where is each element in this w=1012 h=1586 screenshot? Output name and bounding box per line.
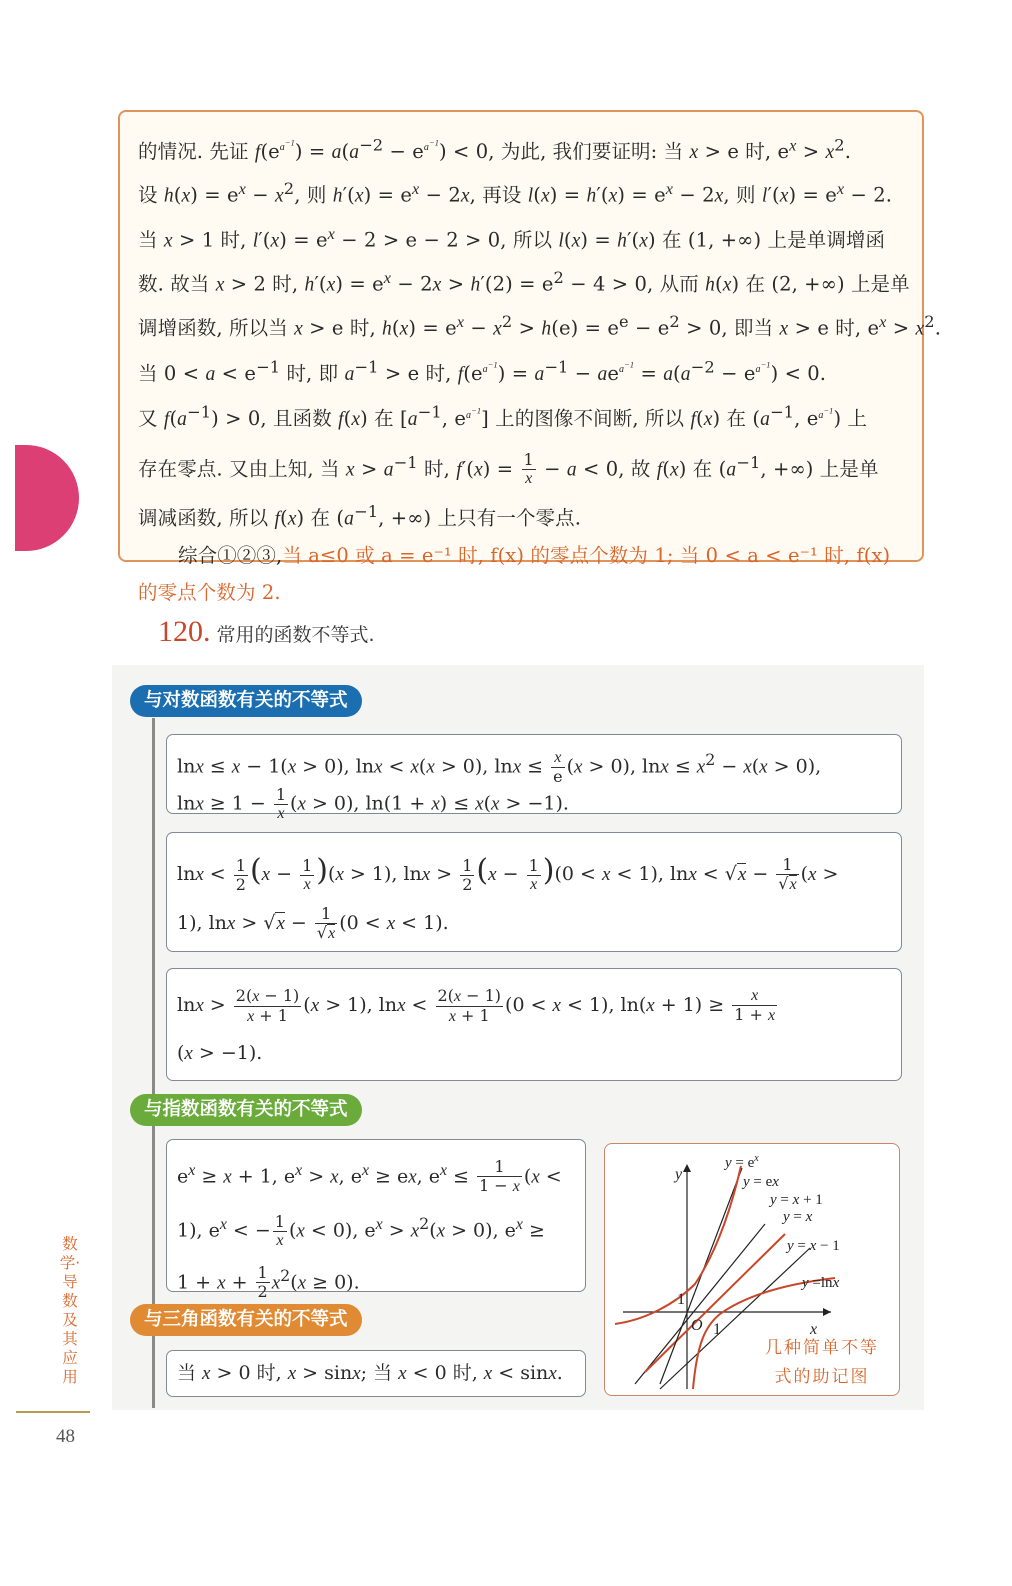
svg-text:O: O (691, 1317, 703, 1334)
graph-caption (752, 1334, 892, 1392)
side-rule (16, 1411, 90, 1413)
answer-line-9: 调减函数, 所以 f(x) 在 ($a^{-1}$, +∞) 上只有一个零点. (138, 502, 582, 530)
formula-line: lnx > $\frac{2(x - 1)}{x + 1}$ (x > 1), lnx < $\frac{2(x - 1)}{x + 1}$ (0 < x < 1), ln(x + 1) ≥ $\frac{x}{1 + x}$ (177, 985, 776, 1025)
formula-line: 1), $e^x$ < − $\frac{1}{x}$ (x < 0), $e^x > x^2(x > 0)$, $e^x$ ≥ (177, 1212, 545, 1250)
label-trig-inequalities: 与三角函数有关的不等式 (130, 1304, 362, 1336)
svg-text:y = ex: y = ex (743, 1174, 779, 1190)
log-box-2 (166, 832, 902, 952)
svg-text:y = ex: $y = e^x$ (725, 1153, 759, 1171)
svg-text:1: 1 (677, 1291, 685, 1308)
formula-line: lnx < $\frac{1}{2}$ (x − $\frac{1}{x}$ )(x > 1), lnx > $\frac{1}{2}$ (x − $\frac{1}{x}$ )(0 < x < 1), lnx < √x − $\frac{1}{√x}$ (x > (177, 853, 839, 894)
svg-text:y = x − 1: y = x − 1 (787, 1238, 840, 1254)
svg-text:y = x + 1: y = x + 1 (770, 1192, 823, 1208)
formula-line: 当 x > 0 时, x > sinx; 当 x < 0 时, x < sinx. (177, 1362, 563, 1384)
log-box-3 (166, 968, 902, 1081)
log-box-1 (166, 734, 902, 823)
caption-line-1: 几种简单不等 (765, 1338, 879, 1358)
label-exp-inequalities: 与指数函数有关的不等式 (130, 1094, 362, 1126)
y-axis-label: y (675, 1166, 683, 1183)
answer-line-8: 存在零点. 又由上知, 当 $x > a^{-1}$ 时, f′(x) = $\frac{1}{x}$ − a < 0, 故 f(x) 在 ($a^{-1}$, +∞) 上是单 (138, 450, 879, 488)
formula-line: lnx ≤ x − 1(x > 0), lnx < x(x > 0), lnx ≤ $\frac{x}{e}$ (x > 0), $\ln x \le x^2 - x(x > 0)$, (177, 748, 822, 786)
summary-highlight: 当 a≤0 或 a = e⁻¹ 时, f(x) 的零点个数为 1; 当 0 < a < e⁻¹ 时, f(x) (282, 544, 891, 568)
formula-line: 1 + x + $\frac{1}{2}$ $x^2(x \ge 0)$. (177, 1263, 360, 1302)
formula-line: 1), lnx > √x − $\frac{1}{√x}$ (0 < x < 1). (177, 904, 449, 942)
answer-line-1: 的情况. 先证 $f(e^{a^{-1}}) = a(a^{-2} - e^{a^{-1}}) < 0$, 为此, 我们要证明: 当 x > e 时, $e^x > x^2$. (138, 135, 852, 163)
answer-line-6: 当 $0 < a < e^{-1}$ 时, 即 $a^{-1} > e$ 时, $f(e^{a^{-1}}) = a^{-1} - ae^{a^{-1}} = a(a^{-2} - e^{a^{-1}}) < 0$. (138, 357, 827, 385)
answer-line-3: 当 x > 1 时, $l'(x) = e^x - 2 > e - 2 > 0$, 所以 l(x) = h′(x) 在 (1, +∞) 上是单调增函 (138, 224, 886, 252)
section-title-text: 常用的函数不等式. (216, 624, 375, 646)
answer-summary: 综合①②③,当 a≤0 或 a = e⁻¹ 时, f(x) 的零点个数为 1; 当 0 < a < e⁻¹ 时, f(x) (178, 544, 891, 568)
svg-text:y = x: y = x (783, 1209, 813, 1225)
trig-box (166, 1350, 586, 1397)
label-log-inequalities: 与对数函数有关的不等式 (130, 685, 362, 717)
formula-line: lnx ≥ 1 − $\frac{1}{x}$ (x > 0), ln(1 + x) ≤ x(x > −1). (177, 785, 569, 823)
bookmark-tab (15, 445, 79, 551)
exp-box (166, 1139, 586, 1302)
answer-box (118, 110, 941, 604)
section-heading (158, 615, 375, 649)
x-axis-label: x (810, 1321, 818, 1338)
answer-line-7: 又 $f(a^{-1}) > 0$, 且函数 f(x) 在 [$a^{-1}$, $e^{a^{-1}}$] 上的图像不间断, 所以 f(x) 在 ($a^{-1}$, $e^{a^{-1}}$) 上 (138, 402, 868, 431)
page-number: 48 (56, 1426, 75, 1447)
answer-line-2: 设 $h(x) = e^x - x^2$, 则 $h'(x) = e^x - 2x$, 再设 $l(x) = h'(x) = e^x - 2x$, 则 $l'(x) = e^x - 2$. (138, 179, 893, 207)
chapter-side-label: 数学·导数及其应用 (59, 1235, 81, 1386)
svg-text:y =lnx: y =lnx (802, 1275, 840, 1291)
caption-line-2: 式的助记图 (774, 1367, 870, 1387)
answer-line-4: 数. 故当 x > 2 时, $h'(x) = e^x - 2x > h'(2) = e^2 - 4 > 0$, 从而 h(x) 在 (2, +∞) 上是单 (138, 267, 910, 296)
answer-line-5: 调增函数, 所以当 x > e 时, $h(x) = e^x - x^2 > h(e) = e^e - e^2 > 0$, 即当 x > e 时, $e^x > x^2$. (138, 311, 941, 340)
formula-line: $e^x \ge x + 1$, $e^x > x$, $e^x$ ≥ ex, $e^x$ ≤ $\frac{1}{1 - x}$ (x < (177, 1157, 562, 1196)
answer-summary-end: 的零点个数为 2. (138, 580, 281, 604)
svg-text:1: 1 (713, 1321, 721, 1338)
section-number: 120. (158, 615, 211, 648)
formula-line: (x > −1). (177, 1042, 263, 1064)
